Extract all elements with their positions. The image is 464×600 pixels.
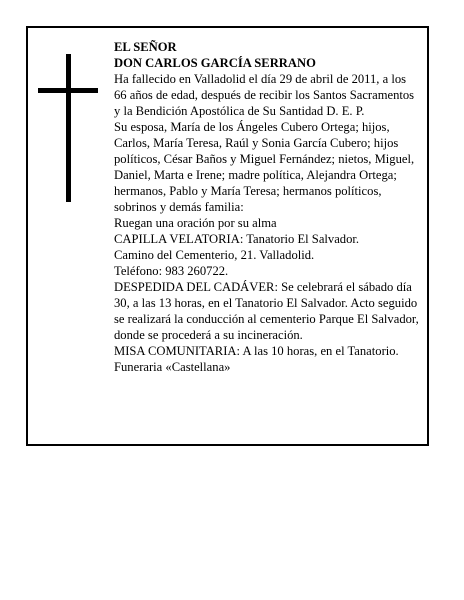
farewell-info: DESPEDIDA DEL CADÁVER: Se celebrará el sábado día 30, a las 13 horas, en el Tanatorio El Salvador. Acto seguido se realizará la conducción al cementerio Parque El Salvador, donde se procederá a su incineración. [114,280,419,342]
death-info: Ha fallecido en Valladolid el día 29 de abril de 2011, a los 66 años de edad, después de recibir los Santos Sacramentos y la Bendición Apostólica de Su Santidad D. E. P. [114,72,415,118]
prayer-request: Ruegan una oración por su alma [114,216,277,230]
funeral-home: Funeraria «Castellana» [114,360,231,374]
deceased-name: DON CARLOS GARCÍA SERRANO [114,56,316,70]
obituary-notice [26,26,429,446]
obituary-text [114,39,420,375]
cross-horizontal-bar [38,88,98,93]
cross-vertical-bar [66,54,71,202]
cross-icon [38,54,98,202]
family-list: Su esposa, María de los Ángeles Cubero Ortega; hijos, Carlos, María Teresa, Raúl y Sonia García Cubero; hijos políticos, César Baños y Miguel Fernández; nietos, Miguel, Daniel, Marta e Irene; madre política, Alejandra Ortega; hermanos, Pablo y María Teresa; hermanos políticos, sobrinos y demás familia: [114,120,415,214]
title-line-1: EL SEÑOR [114,40,177,54]
chapel-address: Camino del Cementerio, 21. Valladolid. [114,248,315,262]
mass-info: MISA COMUNITARIA: A las 10 horas, en el Tanatorio. [114,344,399,358]
phone-number: Teléfono: 983 260722. [114,264,229,278]
chapel-info: CAPILLA VELATORIA: Tanatorio El Salvador. [114,232,360,246]
